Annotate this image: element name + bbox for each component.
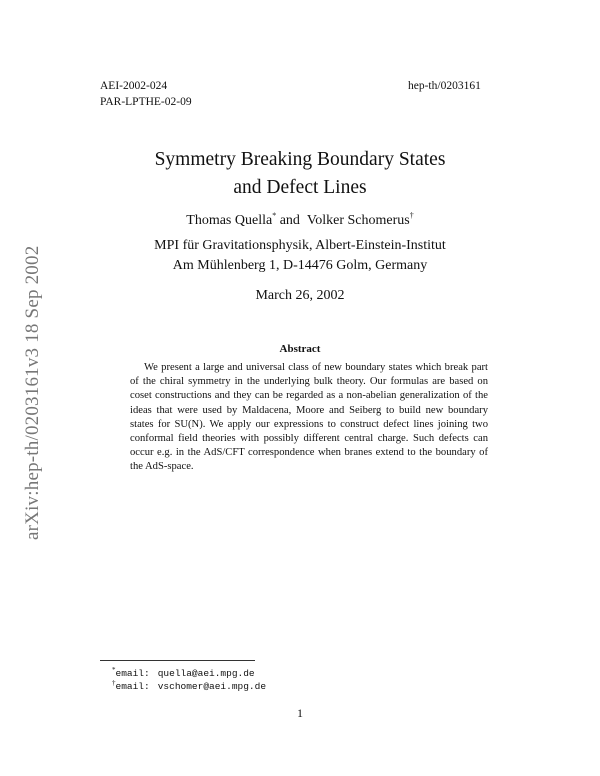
report-number-lpthe: PAR-LPTHE-02-09 [100, 96, 192, 108]
abstract-text: We present a large and universal class of new boundary states which break part of the chiral symmetry in the underlying bulk theory. Our formulas are based on coset constructions and they can be regarded as a non-abelian generalization of the ideas that were used by Maldacena, Moore and Seiberg to build new boundary states for SU(N). We apply our expressions to construct defect lines joining two conformal field theories with possibly different central charge. Such defects can occur e.g. in the AdS/CFT correspondence when branes extend to the boundary of the AdS-space. [130, 362, 488, 473]
footnote-1-mark: * [112, 666, 116, 674]
author-quella: Thomas Quella [186, 213, 273, 228]
report-number-aei: AEI-2002-024 [100, 80, 168, 92]
footnote-2 [112, 677, 266, 693]
page-number: 1 [297, 706, 303, 720]
author-connector: and [279, 213, 300, 228]
authors [0, 211, 600, 230]
paper-title [0, 146, 600, 202]
footnote-1-address: quella@aei.mpg.de [157, 668, 255, 680]
arxiv-identifier: hep-th/0203161 [408, 80, 481, 92]
abstract-heading: Abstract [279, 343, 321, 355]
affiliation-line-1: MPI für Gravitationsphysik, Albert-Einstein-Institut [154, 238, 446, 253]
footnote-1-label: email: [115, 668, 150, 680]
title-line-1: Symmetry Breaking Boundary States [154, 149, 446, 170]
affiliation [0, 236, 600, 275]
title-line-2: and Defect Lines [233, 177, 367, 198]
author-schomerus: Volker Schomerus [306, 213, 410, 228]
footnote-2-mark: † [112, 679, 116, 687]
footnote-2-label: email: [115, 681, 150, 693]
footnote-rule [100, 660, 255, 661]
report-numbers [100, 78, 192, 110]
author-2-mark: † [409, 211, 414, 220]
affiliation-line-2: Am Mühlenberg 1, D-14476 Golm, Germany [172, 258, 428, 273]
author-1-mark: * [272, 211, 277, 220]
arxiv-stamp: arXiv:hep-th/0203161v3 18 Sep 2002 [22, 245, 43, 540]
paper-date: March 26, 2002 [255, 288, 345, 303]
footnote-2-address: vschomer@aei.mpg.de [157, 681, 267, 693]
